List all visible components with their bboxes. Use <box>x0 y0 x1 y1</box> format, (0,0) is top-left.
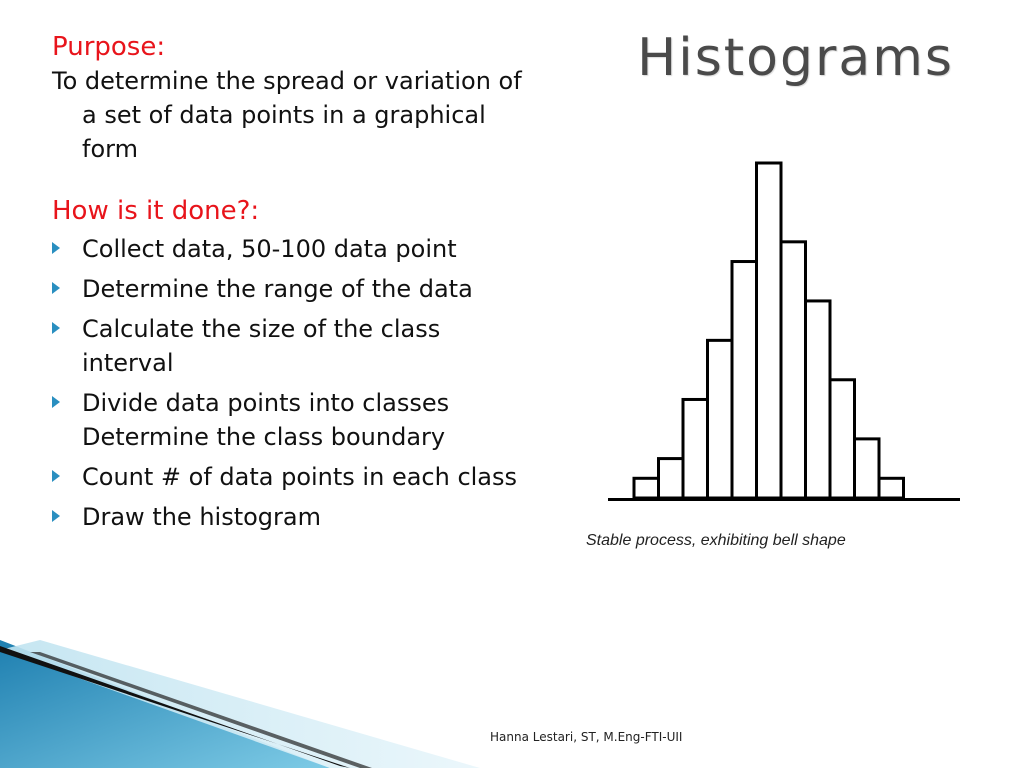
list-item <box>52 386 522 454</box>
bullet-arrow-icon <box>52 242 60 254</box>
histogram-bar <box>879 478 904 498</box>
histogram-bar <box>708 340 733 498</box>
histogram-bar <box>732 262 757 498</box>
list-item <box>52 460 522 494</box>
bullet-arrow-icon <box>52 396 60 408</box>
content-area <box>52 30 522 540</box>
how-heading: How is it done?: <box>52 196 260 226</box>
chart-caption: Stable process, exhibiting bell shape <box>586 532 846 549</box>
list-item <box>52 232 522 266</box>
step-label: Divide data points into classes Determine the class boundary <box>82 389 450 451</box>
histogram-bar <box>830 380 855 498</box>
histogram-bar <box>757 163 782 498</box>
list-item <box>52 500 522 534</box>
histogram-bar <box>683 399 708 498</box>
step-label: Determine the range of the data <box>82 275 473 303</box>
footer-author: Hanna Lestari, ST, M.Eng-FTI-UII <box>490 730 683 744</box>
purpose-heading: Purpose: <box>52 32 166 62</box>
purpose-text: To determine the spread or variation of a set of data points in a graphical form <box>52 67 522 163</box>
bullet-arrow-icon <box>52 322 60 334</box>
slide-title: Histograms <box>637 28 954 88</box>
step-label: Draw the histogram <box>82 503 321 531</box>
step-label: Calculate the size of the class interval <box>82 315 441 377</box>
histogram-chart <box>600 150 970 510</box>
bullet-arrow-icon <box>52 282 60 294</box>
bullet-arrow-icon <box>52 470 60 482</box>
histogram-bar <box>634 478 659 498</box>
histogram-bar <box>781 242 806 498</box>
list-item <box>52 272 522 306</box>
bullet-arrow-icon <box>52 510 60 522</box>
step-label: Collect data, 50-100 data point <box>82 235 457 263</box>
histogram-bar <box>855 439 880 498</box>
histogram-bar <box>806 301 831 498</box>
step-label: Count # of data points in each class <box>82 463 518 491</box>
list-item <box>52 312 522 380</box>
steps-list <box>52 232 522 534</box>
histogram-bar <box>659 459 684 498</box>
